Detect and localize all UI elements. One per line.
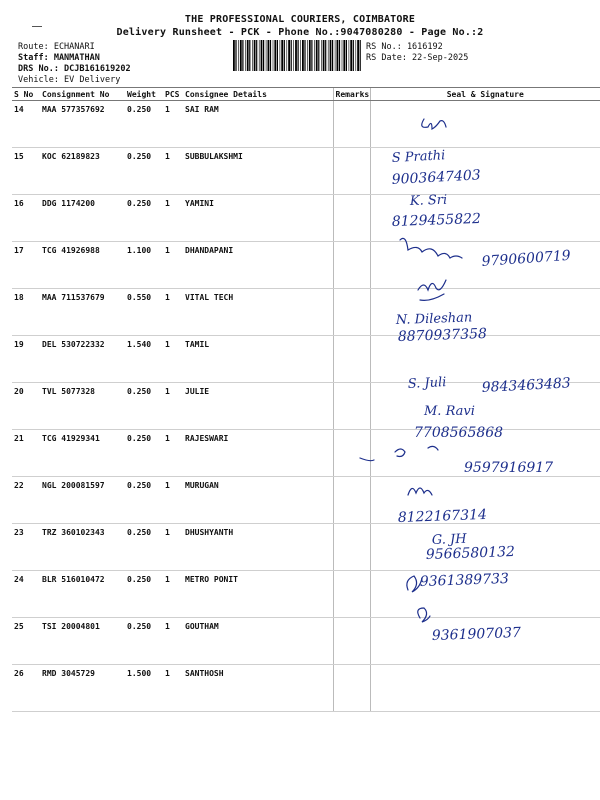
signature-phone: 9566580132 (425, 543, 516, 563)
row-consignee: METRO PONIT (183, 571, 333, 618)
row-consignee: VITAL TECH (183, 289, 333, 336)
row-pcs: 1 (163, 618, 183, 665)
row-signature (370, 242, 600, 289)
signature-name: N. Dileshan (395, 310, 473, 328)
signature-name: S. Juli (407, 374, 447, 392)
row-pcs: 1 (163, 430, 183, 477)
runsheet-subtitle: Delivery Runsheet - PCK - Phone No.:9047080280 - Page No.:2 (116, 27, 484, 38)
barcode-bar (342, 40, 343, 71)
table-row (12, 618, 600, 665)
barcode-bar (318, 40, 319, 71)
table-row (12, 571, 600, 618)
row-signature (370, 336, 600, 383)
row-pcs: 1 (163, 195, 183, 242)
barcode-bar (309, 40, 311, 71)
row-remarks (333, 195, 370, 242)
barcode-bar (263, 40, 264, 71)
row-weight: 1.540 (125, 336, 163, 383)
barcode-bar (249, 40, 250, 71)
row-weight: 0.250 (125, 477, 163, 524)
row-consignee: RAJESWARI (183, 430, 333, 477)
barcode-bar (268, 40, 270, 71)
row-consignee: DHUSHYANTH (183, 524, 333, 571)
row-sno: 15 (12, 148, 40, 195)
row-sno: 24 (12, 571, 40, 618)
barcode-bar (316, 40, 318, 71)
signature-phone: 9361907037 (431, 624, 522, 644)
barcode-bar (261, 40, 263, 71)
row-weight: 0.250 (125, 571, 163, 618)
row-consignee: MURUGAN (183, 477, 333, 524)
row-remarks (333, 336, 370, 383)
barcode-bar (240, 40, 242, 71)
barcode-bar (302, 40, 304, 71)
row-signature (370, 618, 600, 665)
barcode-bar (287, 40, 288, 71)
barcode-bar (304, 40, 305, 71)
row-sno: 20 (12, 383, 40, 430)
barcode-bar (281, 40, 283, 71)
row-pcs: 1 (163, 383, 183, 430)
row-sno: 18 (12, 289, 40, 336)
barcode-bar (277, 40, 278, 71)
table-header-row (12, 88, 600, 101)
row-signature (370, 289, 600, 336)
barcode-bar (314, 40, 315, 71)
row-consignee: JULIE (183, 383, 333, 430)
barcode-bar (325, 40, 326, 71)
barcode-bar (280, 40, 281, 71)
row-signature (370, 477, 600, 524)
barcode-bar (259, 40, 260, 71)
barcode-bar (321, 40, 322, 71)
row-weight: 1.500 (125, 665, 163, 712)
row-consignee: TAMIL (183, 336, 333, 383)
row-signature (370, 383, 600, 430)
col-pcs: PCS (163, 88, 183, 101)
row-signature (370, 524, 600, 571)
row-consignment-no: TRZ 360102343 (40, 524, 125, 571)
barcode-bar (288, 40, 290, 71)
row-signature (370, 571, 600, 618)
table-row (12, 665, 600, 712)
barcode-bar (349, 40, 350, 71)
barcode-bar (273, 40, 274, 71)
barcode-bar (311, 40, 312, 71)
barcode-bar (337, 40, 339, 71)
row-consignee: YAMINI (183, 195, 333, 242)
row-pcs: 1 (163, 571, 183, 618)
row-sno: 25 (12, 618, 40, 665)
row-pcs: 1 (163, 101, 183, 148)
row-sno: 23 (12, 524, 40, 571)
barcode-bar (353, 40, 354, 71)
barcode-bar (330, 40, 332, 71)
barcode-bar (274, 40, 276, 71)
table-row (12, 242, 600, 289)
barcode-bar (233, 40, 235, 71)
row-consignment-no: DDG 1174200 (40, 195, 125, 242)
row-consignment-no: RMD 3045729 (40, 665, 125, 712)
row-pcs: 1 (163, 242, 183, 289)
barcode-bar (323, 40, 325, 71)
barcode-bar (252, 40, 253, 71)
row-consignment-no: BLR 516010472 (40, 571, 125, 618)
row-remarks (333, 383, 370, 430)
row-remarks (333, 477, 370, 524)
barcode-bar (238, 40, 239, 71)
signature-phone: 9597916917 (464, 460, 554, 476)
signature-name: K. Sri (409, 192, 448, 209)
row-remarks (333, 101, 370, 148)
row-weight: 1.100 (125, 242, 163, 289)
barcode-bar (254, 40, 256, 71)
barcode-bar (242, 40, 243, 71)
row-weight: 0.250 (125, 383, 163, 430)
rs-date: RS Date: 22-Sep-2025 (366, 53, 469, 63)
barcode-bar (356, 40, 357, 71)
row-sno: 19 (12, 336, 40, 383)
table-row (12, 289, 600, 336)
row-consignment-no: DEL 530722332 (40, 336, 125, 383)
barcode-bar (284, 40, 285, 71)
row-signature (370, 430, 600, 477)
drs-number: DRS No.: DCJB161619202 (18, 64, 131, 74)
col-weight: Weight (125, 88, 163, 101)
barcode-image (233, 40, 361, 71)
table-row (12, 477, 600, 524)
barcode-bar (339, 40, 340, 71)
row-sno: 14 (12, 101, 40, 148)
row-remarks (333, 618, 370, 665)
row-signature (370, 192, 600, 242)
company-title: THE PROFESSIONAL COURIERS, COIMBATORE (184, 14, 416, 25)
rs-number: RS No.: 1616192 (366, 42, 443, 52)
row-signature (370, 148, 600, 195)
row-consignment-no: KOC 62189823 (40, 148, 125, 195)
row-pcs: 1 (163, 289, 183, 336)
signature-phone: 8122167314 (397, 506, 488, 526)
row-pcs: 1 (163, 524, 183, 571)
row-sno: 16 (12, 195, 40, 242)
row-consignee: SANTHOSH (183, 665, 333, 712)
signature-name: G. JH (431, 531, 467, 548)
row-consignee: SUBBULAKSHMI (183, 148, 333, 195)
row-consignment-no: TCG 41929341 (40, 430, 125, 477)
row-consignee: DHANDAPANI (183, 242, 333, 289)
table-row (12, 336, 600, 383)
row-sno: 26 (12, 665, 40, 712)
row-consignment-no: TVL 5077328 (40, 383, 125, 430)
signature-phone: 9361389733 (419, 570, 510, 590)
staff-label: Staff: MANMATHAN (18, 53, 100, 63)
signature-name: M. Ravi (424, 404, 475, 419)
row-weight: 0.250 (125, 524, 163, 571)
row-consignment-no: NGL 200081597 (40, 477, 125, 524)
barcode-bar (293, 40, 294, 71)
row-consignment-no: MAA 711537679 (40, 289, 125, 336)
col-consignment: Consignment No (40, 88, 125, 101)
barcode-bar (247, 40, 249, 71)
table-row (12, 524, 600, 571)
row-consignment-no: MAA 577357692 (40, 101, 125, 148)
row-sno: 21 (12, 430, 40, 477)
barcode-bar (270, 40, 271, 71)
barcode-bar (256, 40, 257, 71)
barcode-bar (266, 40, 267, 71)
row-remarks (333, 289, 370, 336)
table-row (12, 430, 600, 477)
row-consignment-no: TSI 20004801 (40, 618, 125, 665)
barcode-bar (295, 40, 297, 71)
signature-phone: 9790600719 (481, 247, 572, 270)
row-sno: 17 (12, 242, 40, 289)
row-weight: 0.250 (125, 195, 163, 242)
row-remarks (333, 430, 370, 477)
row-remarks (333, 524, 370, 571)
row-weight: 0.250 (125, 148, 163, 195)
stray-mark (32, 26, 42, 27)
row-weight: 0.250 (125, 618, 163, 665)
barcode-bar (235, 40, 236, 71)
signature-phone: 9003647403 (391, 167, 482, 188)
barcode-bar (332, 40, 333, 71)
signature-name: S Prathi (391, 148, 446, 166)
barcode-bar (350, 40, 352, 71)
row-signature (370, 665, 600, 712)
row-consignment-no: TCG 41926988 (40, 242, 125, 289)
vehicle-label: Vehicle: EV Delivery (18, 75, 121, 85)
table-row (12, 383, 600, 430)
row-weight: 0.250 (125, 430, 163, 477)
barcode-bar (343, 40, 345, 71)
barcode-bar (357, 40, 359, 71)
signature-phone: 8129455822 (391, 210, 482, 230)
col-consignee: Consignee Details (183, 88, 333, 101)
row-pcs: 1 (163, 336, 183, 383)
row-pcs: 1 (163, 148, 183, 195)
barcode-bar (328, 40, 329, 71)
signature-phone: 9843463483 (481, 375, 572, 396)
table-row (12, 148, 600, 195)
row-remarks (333, 571, 370, 618)
row-consignee: SAI RAM (183, 101, 333, 148)
barcode-bar (360, 40, 361, 71)
row-weight: 0.550 (125, 289, 163, 336)
row-remarks (333, 242, 370, 289)
row-weight: 0.250 (125, 101, 163, 148)
barcode-bar (291, 40, 292, 71)
col-signature: Seal & Signature (370, 88, 600, 101)
col-remarks: Remarks (333, 88, 370, 101)
row-consignee: GOUTHAM (183, 618, 333, 665)
row-pcs: 1 (163, 665, 183, 712)
table-row (12, 101, 600, 148)
route-label: Route: ECHANARI (18, 42, 95, 52)
barcode-bar (307, 40, 308, 71)
row-signature (370, 101, 600, 148)
barcode-bar (346, 40, 347, 71)
barcode-bar (298, 40, 299, 71)
runsheet-table (12, 87, 600, 712)
barcode-bar (335, 40, 336, 71)
table-row (12, 195, 600, 242)
row-sno: 22 (12, 477, 40, 524)
signature-phone: 8870937358 (397, 325, 488, 345)
signature-phone: 7708565868 (414, 425, 504, 441)
barcode-bar (245, 40, 246, 71)
row-pcs: 1 (163, 477, 183, 524)
row-remarks (333, 665, 370, 712)
barcode-bar (300, 40, 301, 71)
col-sno: S No (12, 88, 40, 101)
row-remarks (333, 148, 370, 195)
